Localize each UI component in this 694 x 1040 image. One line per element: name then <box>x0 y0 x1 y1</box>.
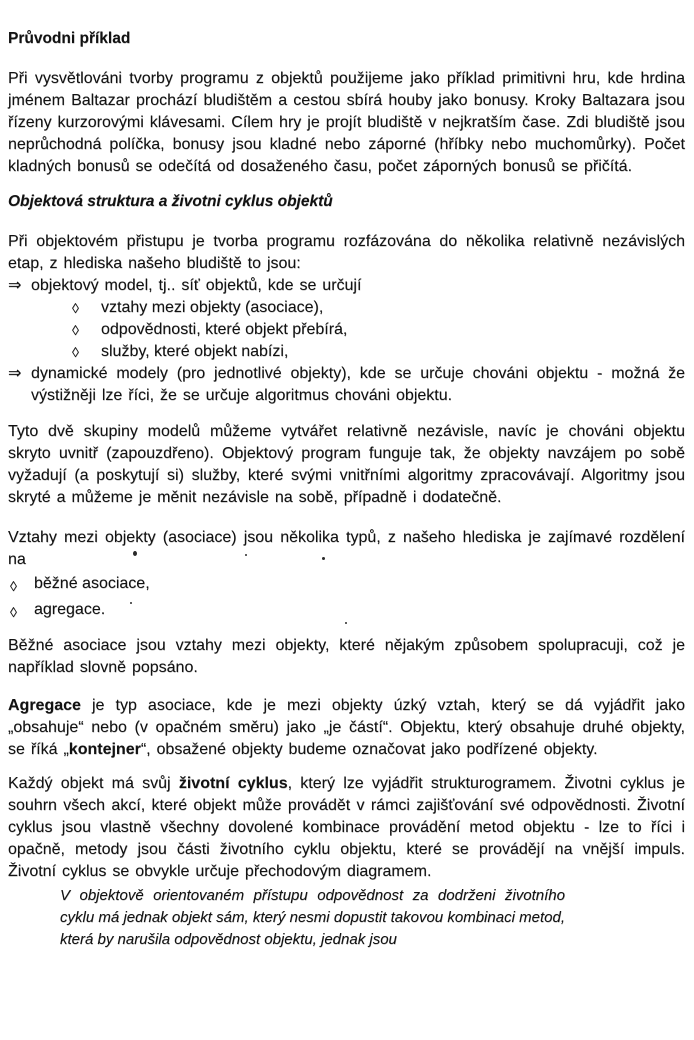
list-item-text: dynamické modely (pro jednotlivé objekty), kde se určuje chováni objektu - možná že výstižněji lze říci, že se určuje algoritmus chováni objektu. <box>31 365 685 404</box>
page-title: Průvodni příklad <box>8 30 131 47</box>
scan-artifact <box>322 557 325 560</box>
list-item-text: objektový model, tj.. síť objektů, kde se určují <box>31 277 362 294</box>
list-item-text: vztahy mezi objekty (asociace), <box>101 299 324 316</box>
list-item-dynamic-models <box>8 363 685 407</box>
double-arrow-icon: ⇒ <box>8 277 22 294</box>
section-heading: Objektová struktura a životni cyklus objektů <box>8 193 333 210</box>
text-segment: “, obsažené objekty budeme označovat jako podřízené objekty. <box>140 741 598 758</box>
paragraph-relations-intro: Vztahy mezi objekty (asociace) jsou několika typů, z našeho hlediska je zajímavé rozdělení na <box>8 529 685 568</box>
phase-list <box>8 275 685 407</box>
scan-artifact <box>130 602 132 604</box>
text-segment: Každý objekt má svůj <box>8 775 179 792</box>
scan-artifact <box>133 551 137 556</box>
paragraph-lifecycle <box>8 773 685 883</box>
diamond-icon: ◊ <box>72 344 79 360</box>
paragraph-models: Tyto dvě skupiny modelů můžeme vytvářet relativně nezávisle, navíc je chováni objektu skryto uvnitř (zapouzdřeno). Objektový program funguje tak, že objekty navzájem po sobě vyžadují (a poskytují si) služby, které svými vnitřními algoritmy zpracovávají. Algoritmy jsou skryté a můžeme je měnit nezávisle na sobě, případně i dodatečně. <box>8 423 685 506</box>
list-item-object-model <box>8 275 685 297</box>
list-item-services <box>66 341 685 363</box>
diamond-icon: ◊ <box>72 322 79 338</box>
list-item-text: agregace. <box>34 601 106 618</box>
scan-artifact <box>345 622 347 624</box>
association-list <box>8 571 685 623</box>
list-item-text: odpovědnosti, které objekt přebírá, <box>101 321 348 338</box>
list-item-text: služby, které objekt nabízi, <box>101 343 289 360</box>
scan-artifact <box>245 554 247 556</box>
list-item-text: běžné asociace, <box>34 575 150 592</box>
diamond-icon: ◊ <box>72 300 79 316</box>
text-segment-bold: Agregace <box>8 697 81 714</box>
object-model-sublist <box>8 297 685 363</box>
list-item-relations <box>66 297 685 319</box>
double-arrow-icon: ⇒ <box>8 365 22 382</box>
text-segment: , který lze vyjádřit strukturogramem. Životni cyklus je souhrn všech akcí, které objekt může provádět v rámci zajišťování své odpovědnosti. Životní cyklus jsou vlastně všechny dovolené kombinace provádění metod objektu - lze to říci i opačně, metody jsou části životního cyklu objektu, které se provádějí na vnější impuls. Životní cyklus se obvykle určuje přechodovým diagramem. <box>8 775 686 880</box>
list-item-responsibilities <box>66 319 685 341</box>
paragraph-phases-intro: Při objektovém přistupu je tvorba programu rozfázována do několika relativně nezávislých etap, z hlediska našeho bludiště to jsou: <box>8 233 685 272</box>
list-item-aggregations <box>10 597 685 623</box>
paragraph-common-associations: Běžné asociace jsou vztahy mezi objekty, které nějakým způsobem spolupracuji, což je například slovně popsáno. <box>8 637 685 676</box>
diamond-icon: ◊ <box>10 604 17 620</box>
diamond-icon: ◊ <box>10 578 17 594</box>
text-segment-bold: kontejner <box>68 741 141 758</box>
list-item-common-associations <box>10 571 685 597</box>
paragraph-intro: Při vysvětlováni tvorby programu z objektů použijeme jako příklad primitivni hru, kde hrdina jménem Baltazar prochází bludištěm a cestou sbírá houby jako bonusy. Kroky Baltazara jsou řízeny kurzorovými klávesami. Cílem hry je projít bludiště v nejkratším čase. Zdi bludiště jsou neprůchodná políčka, bonusy jsou kladné nebo záporné (hříbky nebo muchomůrky). Počet kladných bonusů se odečítá od dosaženého času, počet záporných bonusů se přičítá. <box>8 70 685 175</box>
paragraph-aggregation <box>8 695 685 761</box>
text-segment: je typ asociace, kde je mezi objekty úzký vztah, který se dá vyjádřit jako „obsahuje“ nebo (v opačném směru) jako „je částí“. Objektu, který obsahuje druhé objekty, se říká „ <box>8 697 685 758</box>
paragraph-quote: V objektově orientovaném přístupu odpovědnost za dodrženi životního cyklu má jednak objekt sám, který nesmi dopustit takovou kombinaci metod, která by narušila odpovědnost objektu, jednak jsou <box>60 887 565 948</box>
text-segment-bold: životní cyklus <box>178 775 288 792</box>
